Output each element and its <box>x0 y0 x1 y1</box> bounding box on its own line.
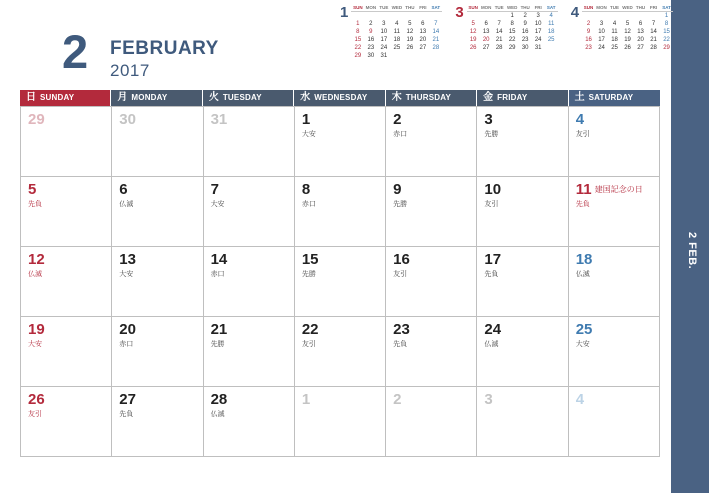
mini-calendar-grid <box>582 4 673 52</box>
mini-day-cell: 2 <box>369 21 373 27</box>
mini-day-cell: 14 <box>650 29 657 35</box>
mini-day-cell: 24 <box>598 45 605 51</box>
day-cell[interactable] <box>204 317 295 387</box>
rokuyo-label: 友引 <box>484 201 499 208</box>
weekday-label-jp: 火 <box>208 92 219 103</box>
day-number: 16 <box>393 251 410 268</box>
weekday-header-saturday <box>569 90 660 106</box>
rokuyo-label: 先負 <box>119 411 134 418</box>
weekday-header-tuesday <box>203 90 294 106</box>
mini-day-cell: 18 <box>547 29 555 35</box>
mini-day-cell <box>377 12 390 20</box>
rokuyo-label: 仏滅 <box>575 271 590 278</box>
calendar-weeks <box>20 106 660 457</box>
mini-day-cell: 15 <box>663 29 670 35</box>
day-cell[interactable] <box>21 177 112 247</box>
day-cell[interactable] <box>204 247 295 317</box>
mini-calendars <box>340 4 673 60</box>
mini-day-cell: 17 <box>534 29 542 35</box>
mini-day-cell: 13 <box>637 29 644 35</box>
mini-day-cell: 25 <box>547 37 555 43</box>
mini-weekday-label: MON <box>365 5 377 10</box>
mini-day-cell <box>545 44 558 52</box>
page-spine <box>671 0 709 493</box>
mini-day-cell: 29 <box>663 45 670 51</box>
day-number: 29 <box>28 111 45 128</box>
mini-day-cell: 30 <box>521 45 529 51</box>
mini-calendar <box>340 4 442 60</box>
mini-day-cell: 2 <box>523 13 527 19</box>
mini-day-cell: 30 <box>367 53 375 59</box>
day-cell[interactable] <box>204 387 295 457</box>
mini-day-cell: 24 <box>534 37 542 43</box>
mini-weekday-label: THU <box>635 5 646 10</box>
mini-day-cell: 3 <box>536 13 540 19</box>
day-number: 2 <box>393 391 402 408</box>
mini-day-cell: 19 <box>469 37 477 43</box>
day-number: 15 <box>301 251 319 268</box>
mini-calendar-grid <box>351 4 442 60</box>
mini-day-cell: 28 <box>432 45 440 51</box>
mini-weekday-label: TUE <box>494 5 504 10</box>
rokuyo-label: 先負 <box>484 271 499 278</box>
day-number: 22 <box>301 321 319 338</box>
mini-weekday-label: FRI <box>416 4 429 12</box>
calendar-week-row <box>21 317 660 387</box>
mini-day-cell: 7 <box>497 21 501 27</box>
day-number: 5 <box>28 181 37 198</box>
mini-day-cell: 24 <box>380 45 388 51</box>
mini-day-cell: 31 <box>534 45 542 51</box>
day-cell[interactable] <box>112 387 203 457</box>
mini-weekday-label: SUN <box>583 5 594 10</box>
mini-weekday-label: THU <box>520 5 530 10</box>
mini-day-cell: 9 <box>586 29 591 35</box>
day-cell[interactable] <box>569 387 660 457</box>
day-number: 4 <box>575 111 585 128</box>
mini-day-cell <box>634 12 647 20</box>
mini-day-cell: 13 <box>419 29 427 35</box>
mini-day-cell: 27 <box>419 45 427 51</box>
day-cell[interactable] <box>569 177 660 247</box>
day-number: 2 <box>393 111 402 128</box>
year-label: 2017 <box>110 61 150 80</box>
mini-day-cell: 4 <box>395 21 399 27</box>
mini-day-cell: 23 <box>521 37 529 43</box>
day-cell[interactable] <box>21 247 112 317</box>
mini-weekday-label: SUN <box>468 5 478 10</box>
mini-weekday-label: WED <box>622 5 633 10</box>
rokuyo-label: 大安 <box>119 271 134 278</box>
mini-day-cell: 25 <box>393 45 401 51</box>
mini-day-cell <box>429 52 442 60</box>
mini-day-cell: 11 <box>611 29 618 35</box>
mini-day-cell: 1 <box>510 13 514 19</box>
mini-day-cell: 5 <box>408 21 412 27</box>
calendar-week-row <box>21 247 660 317</box>
day-number: 18 <box>575 251 593 268</box>
day-cell[interactable] <box>386 177 477 247</box>
calendar-grid <box>20 90 660 457</box>
weekday-label-en: THURSDAY <box>405 93 452 102</box>
mini-day-cell <box>647 12 660 20</box>
day-number: 19 <box>28 321 45 338</box>
day-cell[interactable] <box>295 247 386 317</box>
day-cell[interactable] <box>477 387 568 457</box>
rokuyo-label: 赤口 <box>119 341 134 348</box>
spine-month-label: 2 FEB. <box>686 232 698 270</box>
mini-day-cell: 7 <box>434 21 438 27</box>
mini-day-cell: 8 <box>356 29 360 35</box>
calendar-week-row <box>21 177 660 247</box>
rokuyo-label: 大安 <box>28 341 42 348</box>
mini-day-cell: 9 <box>369 29 373 35</box>
mini-weekday-label: SUN <box>353 5 363 10</box>
mini-calendar-grid <box>467 4 558 52</box>
mini-weekday-label: FRI <box>532 4 545 12</box>
mini-day-cell <box>416 52 429 60</box>
day-cell[interactable] <box>386 107 477 177</box>
rokuyo-label: 大安 <box>301 131 316 138</box>
day-number: 10 <box>484 181 502 198</box>
day-cell[interactable] <box>477 177 568 247</box>
day-cell[interactable] <box>21 387 112 457</box>
mini-weekday-label: WED <box>391 5 403 10</box>
mini-day-cell: 22 <box>508 37 516 43</box>
mini-day-cell: 4 <box>549 13 553 19</box>
calendar-week-row <box>21 107 660 177</box>
mini-weekday-label: MON <box>596 5 607 10</box>
weekday-header-sunday <box>20 90 111 106</box>
mini-day-cell: 22 <box>354 45 362 51</box>
mini-day-cell: 16 <box>521 29 529 35</box>
mini-day-cell: 23 <box>367 45 375 51</box>
mini-calendar <box>455 4 557 60</box>
mini-day-cell: 1 <box>664 13 669 19</box>
mini-day-cell <box>416 12 429 20</box>
mini-day-cell: 17 <box>598 37 605 43</box>
weekday-label-en: MONDAY <box>131 93 168 102</box>
holiday-label: 建国記念の日 <box>594 185 643 194</box>
day-cell[interactable] <box>295 177 386 247</box>
day-number: 28 <box>210 391 228 408</box>
mini-weekday-label: TUE <box>610 5 620 10</box>
mini-day-cell: 11 <box>548 21 555 27</box>
weekday-label-jp: 金 <box>483 92 494 103</box>
rokuyo-label: 先負 <box>28 201 42 208</box>
day-cell[interactable] <box>112 317 203 387</box>
mini-day-cell: 26 <box>406 45 414 51</box>
mini-day-cell: 27 <box>482 45 490 51</box>
day-cell[interactable] <box>569 317 660 387</box>
rokuyo-label: 先勝 <box>484 131 499 138</box>
mini-day-cell: 6 <box>638 21 643 27</box>
rokuyo-label: 先勝 <box>301 271 316 278</box>
weekday-header-friday <box>477 90 568 106</box>
rokuyo-label: 仏滅 <box>119 201 134 208</box>
rokuyo-label: 友引 <box>393 271 408 278</box>
mini-day-cell: 21 <box>650 37 657 43</box>
day-cell[interactable] <box>386 387 477 457</box>
mini-day-cell <box>480 12 493 20</box>
mini-day-cell: 13 <box>482 29 490 35</box>
rokuyo-label: 先勝 <box>210 341 225 348</box>
mini-day-cell: 4 <box>612 21 617 27</box>
day-number: 20 <box>119 321 136 338</box>
weekday-label-en: SUNDAY <box>40 93 75 102</box>
mini-day-cell <box>429 12 442 20</box>
mini-weekday-label: TUE <box>379 5 389 10</box>
mini-day-cell: 12 <box>469 29 477 35</box>
mini-day-cell <box>582 12 595 20</box>
mini-day-cell: 10 <box>534 21 542 27</box>
rokuyo-label: 仏滅 <box>484 341 499 348</box>
mini-day-cell: 28 <box>495 45 503 51</box>
mini-calendar-month-number: 1 <box>340 4 349 21</box>
mini-day-cell <box>608 12 621 20</box>
weekday-label-jp: 土 <box>574 92 585 103</box>
weekday-header-wednesday <box>294 90 385 106</box>
day-number: 31 <box>210 111 228 128</box>
mini-day-cell: 8 <box>664 21 669 27</box>
day-cell[interactable] <box>112 107 203 177</box>
rokuyo-label: 仏滅 <box>210 411 225 418</box>
mini-day-cell: 5 <box>471 21 475 27</box>
mini-weekday-label: SAT <box>429 4 442 12</box>
mini-day-cell: 21 <box>432 37 440 43</box>
weekday-header-row <box>20 90 660 106</box>
mini-day-cell: 14 <box>495 29 503 35</box>
mini-weekday-label: THU <box>405 5 415 10</box>
day-number: 8 <box>301 181 311 198</box>
day-number: 17 <box>484 251 502 268</box>
day-number: 9 <box>393 181 402 198</box>
day-number: 3 <box>484 391 493 408</box>
rokuyo-label: 友引 <box>28 411 42 418</box>
mini-day-cell: 17 <box>380 37 388 43</box>
mini-day-cell: 12 <box>406 29 414 35</box>
rokuyo-label: 大安 <box>210 201 225 208</box>
mini-day-cell: 19 <box>406 37 414 43</box>
mini-day-cell <box>390 52 403 60</box>
day-number: 4 <box>575 391 585 408</box>
mini-day-cell: 7 <box>651 21 656 27</box>
mini-day-cell: 3 <box>599 21 604 27</box>
mini-day-cell: 20 <box>419 37 427 43</box>
mini-day-cell: 23 <box>585 45 592 51</box>
mini-weekday-label: SAT <box>660 4 673 12</box>
day-cell[interactable] <box>21 107 112 177</box>
day-number: 1 <box>301 111 311 128</box>
day-cell[interactable] <box>569 107 660 177</box>
day-cell[interactable] <box>112 247 203 317</box>
weekday-label-jp: 木 <box>391 92 402 103</box>
mini-day-cell: 20 <box>482 37 490 43</box>
day-cell[interactable] <box>204 107 295 177</box>
mini-day-cell: 15 <box>354 37 362 43</box>
day-number: 27 <box>119 391 136 408</box>
mini-day-cell: 26 <box>469 45 477 51</box>
weekday-label-en: SATURDAY <box>588 93 634 102</box>
weekday-label-jp: 水 <box>300 92 311 103</box>
mini-day-cell: 26 <box>624 45 631 51</box>
mini-day-cell: 5 <box>625 21 630 27</box>
rokuyo-label: 友引 <box>575 131 590 138</box>
mini-calendar <box>571 4 673 60</box>
month-name: FEBRUARY <box>110 38 219 59</box>
rokuyo-label: 赤口 <box>210 271 225 278</box>
mini-day-cell: 19 <box>624 37 631 43</box>
mini-day-cell: 29 <box>508 45 516 51</box>
mini-day-cell: 28 <box>650 45 657 51</box>
weekday-label-jp: 月 <box>117 92 128 103</box>
mini-day-cell: 18 <box>393 37 401 43</box>
mini-day-cell: 16 <box>585 37 592 43</box>
weekday-label-en: FRIDAY <box>497 93 528 102</box>
day-number: 24 <box>484 321 502 338</box>
day-cell[interactable] <box>204 177 295 247</box>
day-number: 30 <box>119 111 136 128</box>
month-number: 2 <box>62 25 89 78</box>
mini-day-cell: 14 <box>432 29 440 35</box>
mini-day-cell <box>403 12 416 20</box>
weekday-label-en: TUESDAY <box>222 93 262 102</box>
day-number: 13 <box>119 251 136 268</box>
mini-weekday-label: SAT <box>545 4 558 12</box>
mini-day-cell <box>390 12 403 20</box>
mini-day-cell: 22 <box>663 37 670 43</box>
day-cell[interactable] <box>295 107 386 177</box>
day-number: 12 <box>28 251 45 268</box>
day-cell[interactable] <box>386 247 477 317</box>
rokuyo-label: 先負 <box>393 341 408 348</box>
rokuyo-label: 先勝 <box>393 201 408 208</box>
day-number: 26 <box>28 391 45 408</box>
mini-calendar-month-number: 3 <box>455 4 464 21</box>
day-number: 3 <box>484 111 493 128</box>
mini-weekday-label: MON <box>480 5 492 10</box>
mini-day-cell: 3 <box>382 21 386 27</box>
day-number: 14 <box>210 251 228 268</box>
mini-day-cell: 12 <box>624 29 631 35</box>
mini-day-cell <box>364 12 377 20</box>
mini-day-cell <box>621 12 634 20</box>
mini-day-cell: 16 <box>367 37 375 43</box>
mini-day-cell: 20 <box>637 37 644 43</box>
rokuyo-label: 友引 <box>301 341 316 348</box>
mini-day-cell: 9 <box>523 21 527 27</box>
mini-day-cell: 15 <box>508 29 516 35</box>
mini-day-cell: 29 <box>354 53 362 59</box>
rokuyo-label: 先負 <box>575 201 590 208</box>
rokuyo-label: 大安 <box>575 341 590 348</box>
day-number: 11 <box>575 181 592 198</box>
day-number: 7 <box>210 181 219 198</box>
mini-day-cell <box>595 12 608 20</box>
mini-day-cell: 21 <box>495 37 503 43</box>
weekday-label-en: WEDNESDAY <box>314 93 368 102</box>
mini-day-cell: 10 <box>598 29 605 35</box>
mini-weekday-label: WED <box>506 5 518 10</box>
rokuyo-label: 赤口 <box>301 201 316 208</box>
day-cell[interactable] <box>112 177 203 247</box>
mini-day-cell: 1 <box>356 21 360 27</box>
mini-day-cell: 2 <box>586 21 591 27</box>
day-number: 6 <box>119 181 128 198</box>
day-cell[interactable] <box>477 107 568 177</box>
day-cell[interactable] <box>21 317 112 387</box>
mini-day-cell <box>467 12 480 20</box>
mini-day-cell: 18 <box>611 37 618 43</box>
mini-day-cell <box>351 12 364 20</box>
mini-day-cell: 10 <box>380 29 388 35</box>
weekday-label-jp: 日 <box>26 92 36 103</box>
day-cell[interactable] <box>295 387 386 457</box>
mini-weekday-label: FRI <box>647 4 660 12</box>
mini-day-cell <box>403 52 416 60</box>
day-cell[interactable] <box>477 247 568 317</box>
day-number: 1 <box>301 391 311 408</box>
mini-day-cell: 6 <box>484 21 488 27</box>
mini-day-cell: 6 <box>421 21 425 27</box>
mini-day-cell <box>493 12 506 20</box>
mini-day-cell: 8 <box>510 21 514 27</box>
day-cell[interactable] <box>569 247 660 317</box>
mini-day-cell: 11 <box>393 29 400 35</box>
day-cell[interactable] <box>386 317 477 387</box>
rokuyo-label: 赤口 <box>393 131 408 138</box>
day-number: 21 <box>210 321 228 338</box>
rokuyo-label: 仏滅 <box>28 271 42 278</box>
day-number: 25 <box>575 321 593 338</box>
mini-day-cell: 25 <box>611 45 618 51</box>
mini-calendar-month-number: 4 <box>570 4 580 21</box>
weekday-header-thursday <box>386 90 477 106</box>
calendar-week-row <box>21 387 660 457</box>
day-cell[interactable] <box>477 317 568 387</box>
day-number: 23 <box>393 321 410 338</box>
day-cell[interactable] <box>295 317 386 387</box>
mini-day-cell: 31 <box>380 53 388 59</box>
weekday-header-monday <box>111 90 202 106</box>
mini-day-cell: 27 <box>637 45 644 51</box>
